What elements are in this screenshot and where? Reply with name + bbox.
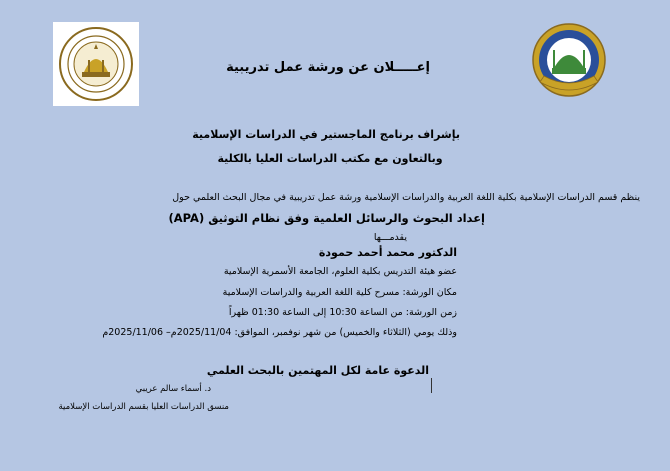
page-title: إعـــــلان عن ورشة عمل تدريبية [226, 60, 430, 75]
presenter-name: الدكتور محمد أحمد حمودة [318, 246, 457, 259]
intro-text: ينظم قسم الدراسات الإسلامية بكلية اللغة العربية والدراسات الإسلامية ورشة عمل تدريبية في مجال البحث العلمي حول [172, 192, 640, 203]
workshop-dates: وذلك يومي (الثلاثاء والخميس) من شهر نوفمبر، الموافق: 2025/11/04م– 2025/11/06م [102, 327, 457, 338]
workshop-time: زمن الورشة: من الساعة 10:30 إلى الساعة 01:30 ظهراً [228, 307, 457, 318]
presenter-title: عضو هيئة التدريس بكلية العلوم، الجامعة الأسمرية الإسلامية [223, 266, 457, 277]
supervision-line-2: وبالتعاون مع مكتب الدراسات العليا بالكلية [217, 152, 443, 165]
workshop-location: مكان الورشة: مسرح كلية اللغة العربية والدراسات الإسلامية [222, 287, 457, 298]
text-cursor [431, 378, 432, 393]
signature-role: منسق الدراسات العليا بقسم الدراسات الإسلامية [58, 402, 229, 412]
general-invitation: الدعوة عامة لكل المهتمين بالبحث العلمي [206, 364, 429, 377]
workshop-topic: إعداد البحوث والرسائل العلمية وفق نظام التوثيق (APA) [168, 211, 485, 225]
signature-name: د. أسماء سالم عريبي [135, 384, 211, 394]
supervision-line-1: بإشراف برنامج الماجستير في الدراسات الإسلامية [192, 128, 460, 141]
college-logo [53, 22, 139, 106]
presented-by-label: يقدمـــها [373, 232, 407, 243]
university-logo [522, 20, 617, 100]
